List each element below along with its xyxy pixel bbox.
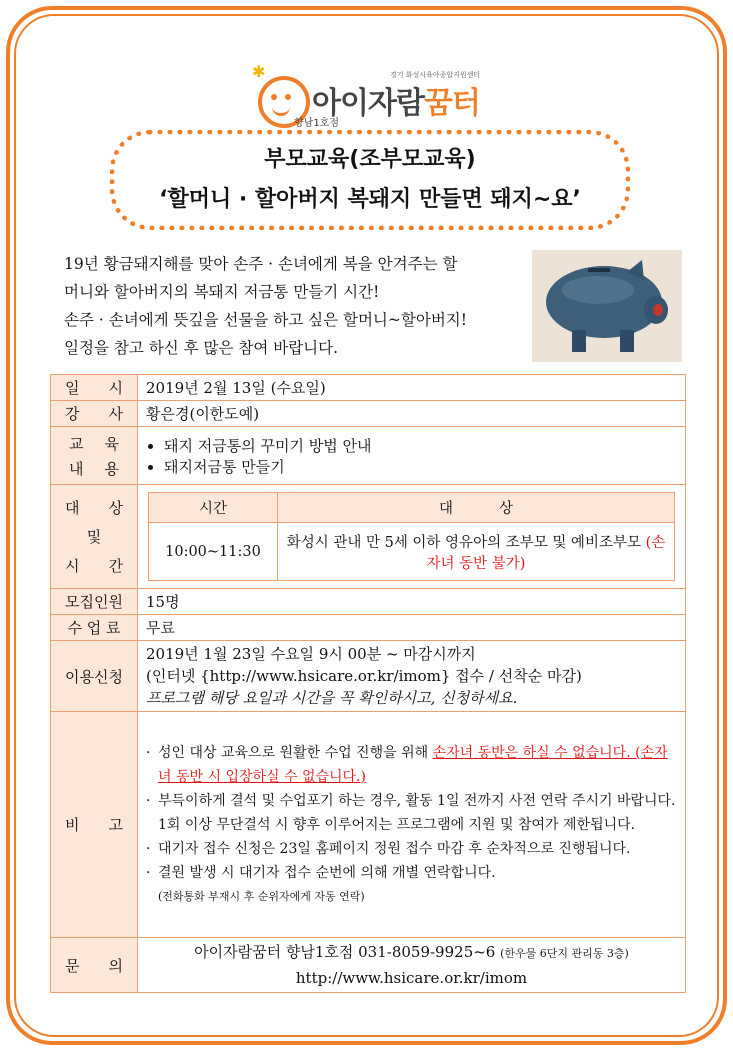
content-item: • 돼지저금통 만들기 [164,456,677,477]
header-apply: 이용신청 [51,641,138,712]
apply-line1: 2019년 1월 23일 수요일 9시 00분 ~ 마감시까지 [146,645,476,663]
row-notes [51,712,686,938]
schedule-target [278,523,675,581]
row-teacher [51,401,686,427]
title-line1: 부모교육(조부모교육) [264,147,476,172]
header-char: 육 [104,434,119,453]
note-item: · 대기자 접수 신청은 23일 홈페이지 정원 접수 마감 후 순차적으로 진행됩니다. [146,837,677,861]
contact-line1: 아이자람꿈터 향남1호점 031-8059-9925~6 [194,943,496,961]
branch-name: 향남1호점 [294,118,340,129]
intro-line: 19년 황금돼지해를 맞아 손주 · 손녀에게 복을 안겨주는 할 [64,255,458,273]
note-warning: 손자녀 동반은 하실 수 없습니다. (손자녀 동반 시 입장하실 수 없습니다.) [158,744,668,785]
header-teacher [51,401,138,427]
header-char: 고 [108,816,123,834]
note-item: · 부득이하게 결석 및 수업포기 하는 경우, 활동 1일 전까지 사전 연락 주시기 바랍니다. 1회 이상 무단결석 시 향후 이루어지는 프로그램에 지원 및 참여가 제한됩니다. [146,789,677,837]
schedule-target-text: 화성시 관내 만 5세 이하 영유아의 조부모 및 예비조부모 [286,534,641,551]
header-char: 대 [65,499,80,517]
content-item: • 돼지 저금통의 꾸미기 방법 안내 [164,435,677,456]
header-capacity: 모집인원 [51,589,138,615]
schedule-col-target: 대 상 [278,493,675,523]
contact-address: (한우물 6단지 관리동 3층) [500,947,629,960]
header-char: 교 [69,434,84,453]
header-char: 상 [108,499,123,517]
header-char: 비 [65,816,80,834]
row-contact [51,938,686,993]
intro-text [64,250,534,362]
header-char: 문 [65,956,80,975]
header-char: 용 [104,459,119,478]
piggy-bank-image [532,250,682,362]
brand-name-part1: 아이자람 [312,86,424,121]
row-fee [51,615,686,641]
header-char: 강 [65,405,80,423]
fee-value: 무료 [138,615,686,641]
apply-line3: 프로그램 해당 요일과 시간을 꼭 확인하시고, 신청하세요. [146,689,518,707]
header-char: 시 [108,379,123,397]
logo [250,62,490,132]
header-target [51,485,138,589]
teacher-value: 황은경(이한도예) [138,401,686,427]
row-content [51,427,686,485]
note-item: · 결원 발생 시 대기자 접수 순번에 의해 개별 연락합니다. [146,861,677,885]
header-char: 시 [65,557,80,575]
note-subtext: (전화통화 부재시 후 순위자에게 자동 연락) [158,889,365,903]
schedule-time: 10:00~11:30 [149,523,278,581]
note-text: 대기자 접수 신청은 23일 홈페이지 정원 접수 마감 후 순차적으로 진행됩니다. [158,840,631,857]
schedule-header-row [149,493,675,523]
info-table [50,374,686,993]
schedule-target-note: (손자녀 동반 불가) [426,534,666,572]
intro-line: 일정을 참고 하신 후 많은 참여 바랍니다. [64,339,339,357]
header-char: 간 [108,557,123,575]
schedule-row [149,523,675,581]
intro-line: 머니와 할아버지의 복돼지 저금통 만들기 시간! [64,283,380,301]
header-char: 사 [108,405,123,423]
schedule-col-time: 시간 [149,493,278,523]
row-date [51,375,686,401]
date-value: 2019년 2월 13일 (수요일) [138,375,686,401]
center-name: 경기 화성시육아종합지원센터 [390,71,481,79]
note-item: · 성인 대상 교육으로 원활한 수업 진행을 위해 손자녀 동반은 하실 수 없습니다. (손자녀 동반 시 입장하실 수 없습니다.) [146,744,668,785]
header-char: 및 [86,528,102,546]
apply-line2: (인터넷 {http://www.hsicare.or.kr/imom} 접수 / 선착순 마감) [146,667,582,685]
note-text: 결원 발생 시 대기자 접수 순번에 의해 개별 연락합니다. [158,864,496,881]
row-apply [51,641,686,712]
apply-value [138,641,686,712]
note-text: 성인 대상 교육으로 원활한 수업 진행을 위해 [158,744,433,761]
header-char: 내 [69,459,84,478]
header-date [51,375,138,401]
header-char: 일 [65,379,80,397]
notes-value [138,712,686,938]
intro-line: 손주 · 손녀에게 뜻깊을 선물을 하고 싶은 할머니~할아버지! [64,311,468,329]
header-char: 의 [108,956,123,975]
target-value [138,485,686,589]
header-notes [51,712,138,938]
header-content [51,427,138,485]
contact-value [138,938,686,993]
star-icon: ✱ [252,62,266,81]
row-capacity [51,589,686,615]
brand-name-part2: 꿈터 [423,86,480,121]
note-text: 부득이하게 결석 및 수업포기 하는 경우, 활동 1일 전까지 사전 연락 주시기 바랍니다. 1회 이상 무단결석 시 향후 이루어지는 프로그램에 지원 및 참여가 제한됩니다. [158,792,676,833]
capacity-value: 15명 [138,589,686,615]
content-list [146,435,677,477]
schedule-table [148,492,675,581]
content-value [138,427,686,485]
contact-url[interactable]: http://www.hsicare.or.kr/imom [295,969,528,987]
title-line2: ‘할머니 · 할아버지 복돼지 만들면 돼지~요’ [159,187,581,212]
header-fee: 수 업 료 [51,615,138,641]
row-target [51,485,686,589]
header-contact [51,938,138,993]
